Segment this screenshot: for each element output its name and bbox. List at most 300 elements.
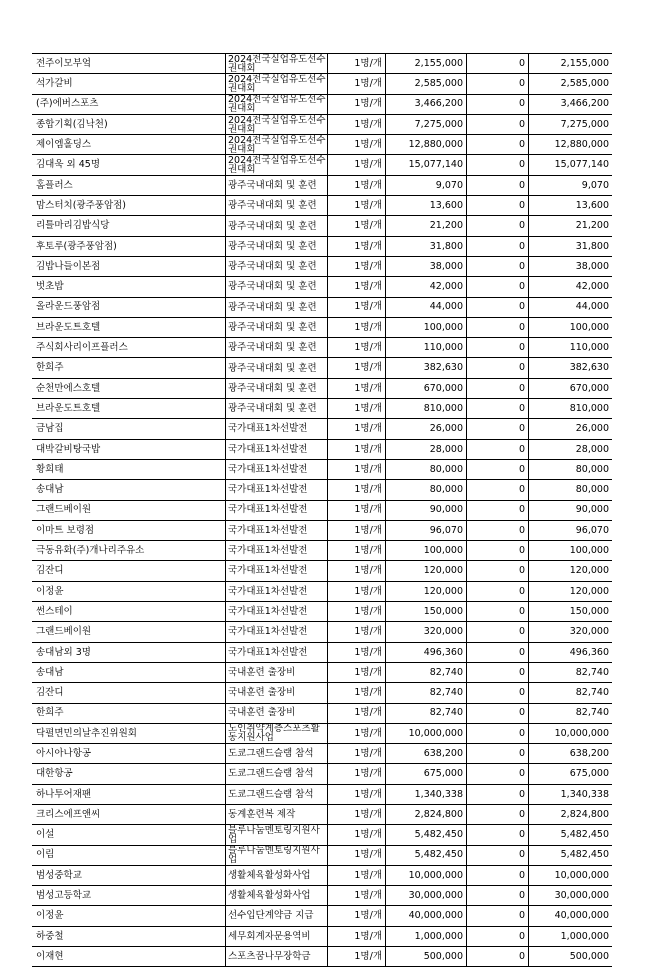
description-cell: 국가대표1차선발전 [225, 582, 327, 601]
total-cell: 80,000 [528, 460, 612, 479]
zero-cell: 0 [466, 825, 528, 844]
description-cell: 2024전국실업유도선수권대회 [225, 155, 327, 174]
total-cell: 21,200 [528, 216, 612, 235]
table-row [32, 764, 612, 784]
description-cell: 2024전국실업유도선수권대회 [225, 54, 327, 73]
quantity-cell: 1명/개 [327, 906, 385, 925]
description-cell: 스포츠꿈나무장학금 [225, 947, 327, 966]
amount-cell: 496,360 [385, 643, 466, 662]
payee-cell: 전주이모부엌 [36, 57, 92, 69]
amount-cell: 120,000 [385, 561, 466, 580]
quantity-cell: 1명/개 [327, 846, 385, 865]
payee-cell: 벗초밥 [36, 281, 64, 293]
total-cell: 500,000 [528, 947, 612, 966]
quantity-cell: 1명/개 [327, 54, 385, 73]
payee-cell: 김잔디 [36, 565, 64, 577]
total-cell: 28,000 [528, 440, 612, 459]
zero-cell: 0 [466, 216, 528, 235]
amount-cell: 320,000 [385, 622, 466, 641]
quantity-cell: 1명/개 [327, 764, 385, 783]
zero-cell: 0 [466, 501, 528, 520]
quantity-cell: 1명/개 [327, 541, 385, 560]
table-row [32, 358, 612, 378]
zero-cell: 0 [466, 54, 528, 73]
description-cell: 2024전국실업유도선수권대회 [225, 74, 327, 93]
payee-cell: 리틀마리김밥식당 [36, 220, 110, 232]
description-cell: 광주국내대회 및 훈련 [225, 176, 327, 195]
quantity-cell: 1명/개 [327, 602, 385, 621]
payee-cell: 맘스터치(광주풍암점) [36, 199, 127, 211]
table-row [32, 582, 612, 602]
amount-cell: 42,000 [385, 277, 466, 296]
total-cell: 150,000 [528, 602, 612, 621]
amount-cell: 2,824,800 [385, 805, 466, 824]
table-row [32, 643, 612, 663]
amount-cell: 80,000 [385, 480, 466, 499]
description-cell: 생활체육활성화사업 [225, 866, 327, 885]
description-cell: 도쿄그랜드슬램 참석 [225, 764, 327, 783]
amount-cell: 38,000 [385, 257, 466, 276]
table-row [32, 521, 612, 541]
total-cell: 12,880,000 [528, 135, 612, 154]
table-row [32, 338, 612, 358]
amount-cell: 1,340,338 [385, 785, 466, 804]
zero-cell: 0 [466, 277, 528, 296]
quantity-cell: 1명/개 [327, 480, 385, 499]
amount-cell: 15,077,140 [385, 155, 466, 174]
table-row [32, 440, 612, 460]
amount-cell: 30,000,000 [385, 886, 466, 905]
table-row [32, 866, 612, 886]
amount-cell: 12,880,000 [385, 135, 466, 154]
amount-cell: 670,000 [385, 379, 466, 398]
total-cell: 638,200 [528, 744, 612, 763]
table-row [32, 155, 612, 175]
payee-cell: 닥펼면민의날추진위원회 [36, 727, 137, 739]
total-cell: 82,740 [528, 683, 612, 702]
total-cell: 2,824,800 [528, 805, 612, 824]
description-cell: 선수입단계약금 지급 [225, 906, 327, 925]
table-row [32, 135, 612, 155]
description-cell: 광주국내대회 및 훈련 [225, 358, 327, 377]
quantity-cell: 1명/개 [327, 135, 385, 154]
payee-cell: 이정윤 [36, 585, 64, 597]
table-row [32, 541, 612, 561]
payee-cell: 이재현 [36, 950, 64, 962]
amount-cell: 80,000 [385, 460, 466, 479]
description-cell: 국내훈련 출장비 [225, 704, 327, 723]
description-cell: 국가대표1차선발전 [225, 643, 327, 662]
description-cell: 광주국내대회 및 훈련 [225, 318, 327, 337]
amount-cell: 150,000 [385, 602, 466, 621]
description-cell: 2024전국실업유도선수권대회 [225, 115, 327, 134]
zero-cell: 0 [466, 379, 528, 398]
quantity-cell: 1명/개 [327, 521, 385, 540]
table-row [32, 785, 612, 805]
table-row [32, 379, 612, 399]
amount-cell: 5,482,450 [385, 846, 466, 865]
zero-cell: 0 [466, 906, 528, 925]
total-cell: 96,070 [528, 521, 612, 540]
zero-cell: 0 [466, 622, 528, 641]
table-row [32, 561, 612, 581]
table-row [32, 622, 612, 642]
description-cell: 2024전국실업유도선수권대회 [225, 95, 327, 114]
total-cell: 2,585,000 [528, 74, 612, 93]
zero-cell: 0 [466, 866, 528, 885]
description-cell: 동계훈련복 제작 [225, 805, 327, 824]
payee-cell: 그랜드베이원 [36, 504, 92, 516]
quantity-cell: 1명/개 [327, 338, 385, 357]
amount-cell: 96,070 [385, 521, 466, 540]
total-cell: 5,482,450 [528, 846, 612, 865]
zero-cell: 0 [466, 724, 528, 743]
description-cell: 광주국내대회 및 훈련 [225, 237, 327, 256]
quantity-cell: 1명/개 [327, 744, 385, 763]
quantity-cell: 1명/개 [327, 176, 385, 195]
description-cell: 광주국내대회 및 훈련 [225, 379, 327, 398]
amount-cell: 120,000 [385, 582, 466, 601]
payee-cell: 후토루(광주풍암점) [36, 240, 117, 252]
payee-cell: 종합기획(김낙천) [36, 118, 108, 130]
total-cell: 100,000 [528, 541, 612, 560]
total-cell: 10,000,000 [528, 866, 612, 885]
amount-cell: 675,000 [385, 764, 466, 783]
table-row [32, 744, 612, 764]
amount-cell: 82,740 [385, 683, 466, 702]
payee-cell: 홈플러스 [36, 179, 73, 191]
quantity-cell: 1명/개 [327, 155, 385, 174]
payee-cell: 하나투어재팬 [36, 788, 92, 800]
payee-cell: 김밥나들이본점 [36, 260, 101, 272]
total-cell: 31,800 [528, 237, 612, 256]
amount-cell: 44,000 [385, 298, 466, 317]
expense-table [32, 53, 612, 967]
quantity-cell: 1명/개 [327, 460, 385, 479]
table-row [32, 602, 612, 622]
zero-cell: 0 [466, 785, 528, 804]
quantity-cell: 1명/개 [327, 622, 385, 641]
zero-cell: 0 [466, 135, 528, 154]
quantity-cell: 1명/개 [327, 358, 385, 377]
quantity-cell: 1명/개 [327, 440, 385, 459]
payee-cell: 범성고등학교 [36, 890, 92, 902]
payee-cell: 이림 [36, 849, 55, 861]
table-row [32, 298, 612, 318]
table-row [32, 846, 612, 866]
table-row [32, 196, 612, 216]
amount-cell: 26,000 [385, 419, 466, 438]
total-cell: 42,000 [528, 277, 612, 296]
description-cell: 국가대표1차선발전 [225, 602, 327, 621]
zero-cell: 0 [466, 74, 528, 93]
amount-cell: 100,000 [385, 541, 466, 560]
payee-cell: 극동유화(주)개나리주유소 [36, 545, 145, 557]
description-cell: 도쿄그랜드슬램 참석 [225, 785, 327, 804]
quantity-cell: 1명/개 [327, 95, 385, 114]
table-row [32, 704, 612, 724]
quantity-cell: 1명/개 [327, 257, 385, 276]
quantity-cell: 1명/개 [327, 216, 385, 235]
table-row [32, 216, 612, 236]
table-row [32, 399, 612, 419]
quantity-cell: 1명/개 [327, 561, 385, 580]
payee-cell: (주)에버스포츠 [36, 98, 99, 110]
total-cell: 810,000 [528, 399, 612, 418]
zero-cell: 0 [466, 947, 528, 966]
description-cell: 국가대표1차선발전 [225, 622, 327, 641]
table-row [32, 277, 612, 297]
zero-cell: 0 [466, 663, 528, 682]
total-cell: 82,740 [528, 704, 612, 723]
amount-cell: 1,000,000 [385, 927, 466, 946]
description-cell: 광주국내대회 및 훈련 [225, 216, 327, 235]
quantity-cell: 1명/개 [327, 866, 385, 885]
amount-cell: 13,600 [385, 196, 466, 215]
zero-cell: 0 [466, 561, 528, 580]
quantity-cell: 1명/개 [327, 927, 385, 946]
description-cell: 국가대표1차선발전 [225, 521, 327, 540]
table-row [32, 683, 612, 703]
payee-cell: 금남집 [36, 423, 64, 435]
quantity-cell: 1명/개 [327, 886, 385, 905]
quantity-cell: 1명/개 [327, 663, 385, 682]
table-row [32, 95, 612, 115]
description-cell: 생활체육활성화사업 [225, 886, 327, 905]
payee-cell: 송대남 [36, 666, 64, 678]
payee-cell: 그랜드베이원 [36, 626, 92, 638]
zero-cell: 0 [466, 541, 528, 560]
total-cell: 40,000,000 [528, 906, 612, 925]
total-cell: 90,000 [528, 501, 612, 520]
amount-cell: 31,800 [385, 237, 466, 256]
quantity-cell: 1명/개 [327, 298, 385, 317]
zero-cell: 0 [466, 440, 528, 459]
table-row [32, 906, 612, 926]
description-cell: 광주국내대회 및 훈련 [225, 277, 327, 296]
amount-cell: 82,740 [385, 704, 466, 723]
quantity-cell: 1명/개 [327, 501, 385, 520]
quantity-cell: 1명/개 [327, 643, 385, 662]
total-cell: 670,000 [528, 379, 612, 398]
payee-cell: 김대욱 외 45명 [36, 159, 101, 171]
zero-cell: 0 [466, 196, 528, 215]
payee-cell: 대한항공 [36, 768, 73, 780]
quantity-cell: 1명/개 [327, 74, 385, 93]
payee-cell: 김잔디 [36, 687, 64, 699]
zero-cell: 0 [466, 318, 528, 337]
payee-cell: 송대남외 3명 [36, 646, 91, 658]
quantity-cell: 1명/개 [327, 582, 385, 601]
zero-cell: 0 [466, 237, 528, 256]
table-row [32, 724, 612, 744]
quantity-cell: 1명/개 [327, 805, 385, 824]
description-cell: 블루나눔멘토링지원사업 [225, 846, 327, 865]
description-cell: 블루나눔멘토링지원사업 [225, 825, 327, 844]
amount-cell: 21,200 [385, 216, 466, 235]
zero-cell: 0 [466, 744, 528, 763]
description-cell: 국가대표1차선발전 [225, 541, 327, 560]
amount-cell: 3,466,200 [385, 95, 466, 114]
payee-cell: 이정윤 [36, 910, 64, 922]
payee-cell: 크리스에프앤씨 [36, 808, 101, 820]
payee-cell: 주식회사리이프플러스 [36, 342, 128, 354]
quantity-cell: 1명/개 [327, 419, 385, 438]
total-cell: 675,000 [528, 764, 612, 783]
description-cell: 광주국내대회 및 훈련 [225, 196, 327, 215]
zero-cell: 0 [466, 582, 528, 601]
amount-cell: 100,000 [385, 318, 466, 337]
zero-cell: 0 [466, 460, 528, 479]
payee-cell: 브라운도트호텔 [36, 402, 101, 414]
payee-cell: 송대남 [36, 484, 64, 496]
total-cell: 1,000,000 [528, 927, 612, 946]
total-cell: 110,000 [528, 338, 612, 357]
total-cell: 80,000 [528, 480, 612, 499]
payee-cell: 썬스테이 [36, 605, 73, 617]
table-row [32, 480, 612, 500]
amount-cell: 638,200 [385, 744, 466, 763]
payee-cell: 이설 [36, 829, 55, 841]
description-cell: 국가대표1차선발전 [225, 480, 327, 499]
payee-cell: 하중철 [36, 930, 64, 942]
description-cell: 2024전국실업유도선수권대회 [225, 135, 327, 154]
payee-cell: 아시아나항공 [36, 747, 92, 759]
amount-cell: 810,000 [385, 399, 466, 418]
description-cell: 노인취약계층스포츠활동지원사업 [225, 724, 327, 743]
table-row [32, 257, 612, 277]
total-cell: 496,360 [528, 643, 612, 662]
table-row [32, 115, 612, 135]
payee-cell: 이마트 보령점 [36, 524, 95, 536]
zero-cell: 0 [466, 602, 528, 621]
zero-cell: 0 [466, 927, 528, 946]
zero-cell: 0 [466, 115, 528, 134]
amount-cell: 500,000 [385, 947, 466, 966]
zero-cell: 0 [466, 480, 528, 499]
quantity-cell: 1명/개 [327, 196, 385, 215]
zero-cell: 0 [466, 155, 528, 174]
payee-cell: 황희태 [36, 463, 64, 475]
description-cell: 도쿄그랜드슬램 참석 [225, 744, 327, 763]
payee-cell: 브라운도트호텔 [36, 321, 101, 333]
payee-cell: 석가갈비 [36, 78, 73, 90]
total-cell: 82,740 [528, 663, 612, 682]
total-cell: 5,482,450 [528, 825, 612, 844]
quantity-cell: 1명/개 [327, 399, 385, 418]
total-cell: 7,275,000 [528, 115, 612, 134]
amount-cell: 40,000,000 [385, 906, 466, 925]
table-row [32, 318, 612, 338]
table-row [32, 176, 612, 196]
zero-cell: 0 [466, 805, 528, 824]
amount-cell: 2,585,000 [385, 74, 466, 93]
table-row [32, 74, 612, 94]
zero-cell: 0 [466, 399, 528, 418]
zero-cell: 0 [466, 521, 528, 540]
table-row [32, 947, 612, 967]
payee-cell: 범성중학교 [36, 869, 82, 881]
total-cell: 38,000 [528, 257, 612, 276]
amount-cell: 2,155,000 [385, 54, 466, 73]
total-cell: 120,000 [528, 582, 612, 601]
zero-cell: 0 [466, 298, 528, 317]
amount-cell: 10,000,000 [385, 866, 466, 885]
description-cell: 광주국내대회 및 훈련 [225, 399, 327, 418]
zero-cell: 0 [466, 846, 528, 865]
quantity-cell: 1명/개 [327, 724, 385, 743]
total-cell: 2,155,000 [528, 54, 612, 73]
description-cell: 광주국내대회 및 훈련 [225, 257, 327, 276]
amount-cell: 7,275,000 [385, 115, 466, 134]
total-cell: 44,000 [528, 298, 612, 317]
total-cell: 15,077,140 [528, 155, 612, 174]
payee-cell: 대박갈비탕국밥 [36, 443, 101, 455]
total-cell: 26,000 [528, 419, 612, 438]
total-cell: 13,600 [528, 196, 612, 215]
table-row [32, 237, 612, 257]
total-cell: 9,070 [528, 176, 612, 195]
zero-cell: 0 [466, 257, 528, 276]
payee-cell: 제이엠홀딩스 [36, 139, 92, 151]
payee-cell: 한희주 [36, 707, 64, 719]
quantity-cell: 1명/개 [327, 785, 385, 804]
quantity-cell: 1명/개 [327, 237, 385, 256]
amount-cell: 382,630 [385, 358, 466, 377]
total-cell: 30,000,000 [528, 886, 612, 905]
zero-cell: 0 [466, 704, 528, 723]
table-row [32, 663, 612, 683]
quantity-cell: 1명/개 [327, 379, 385, 398]
description-cell: 세무회계자문용역비 [225, 927, 327, 946]
total-cell: 10,000,000 [528, 724, 612, 743]
amount-cell: 110,000 [385, 338, 466, 357]
table-row [32, 805, 612, 825]
description-cell: 국내훈련 출장비 [225, 683, 327, 702]
description-cell: 국가대표1차선발전 [225, 561, 327, 580]
zero-cell: 0 [466, 886, 528, 905]
zero-cell: 0 [466, 643, 528, 662]
total-cell: 1,340,338 [528, 785, 612, 804]
payee-cell: 순천만에스호텔 [36, 382, 101, 394]
table-row [32, 54, 612, 74]
quantity-cell: 1명/개 [327, 825, 385, 844]
zero-cell: 0 [466, 683, 528, 702]
description-cell: 국가대표1차선발전 [225, 440, 327, 459]
amount-cell: 9,070 [385, 176, 466, 195]
quantity-cell: 1명/개 [327, 115, 385, 134]
description-cell: 광주국내대회 및 훈련 [225, 338, 327, 357]
quantity-cell: 1명/개 [327, 704, 385, 723]
quantity-cell: 1명/개 [327, 318, 385, 337]
total-cell: 382,630 [528, 358, 612, 377]
table-row [32, 501, 612, 521]
zero-cell: 0 [466, 764, 528, 783]
table-row [32, 927, 612, 947]
zero-cell: 0 [466, 419, 528, 438]
description-cell: 국가대표1차선발전 [225, 460, 327, 479]
total-cell: 320,000 [528, 622, 612, 641]
quantity-cell: 1명/개 [327, 683, 385, 702]
amount-cell: 10,000,000 [385, 724, 466, 743]
total-cell: 100,000 [528, 318, 612, 337]
payee-cell: 한희주 [36, 362, 64, 374]
description-cell: 국내훈련 출장비 [225, 663, 327, 682]
quantity-cell: 1명/개 [327, 277, 385, 296]
description-cell: 국가대표1차선발전 [225, 501, 327, 520]
table-row [32, 460, 612, 480]
amount-cell: 90,000 [385, 501, 466, 520]
